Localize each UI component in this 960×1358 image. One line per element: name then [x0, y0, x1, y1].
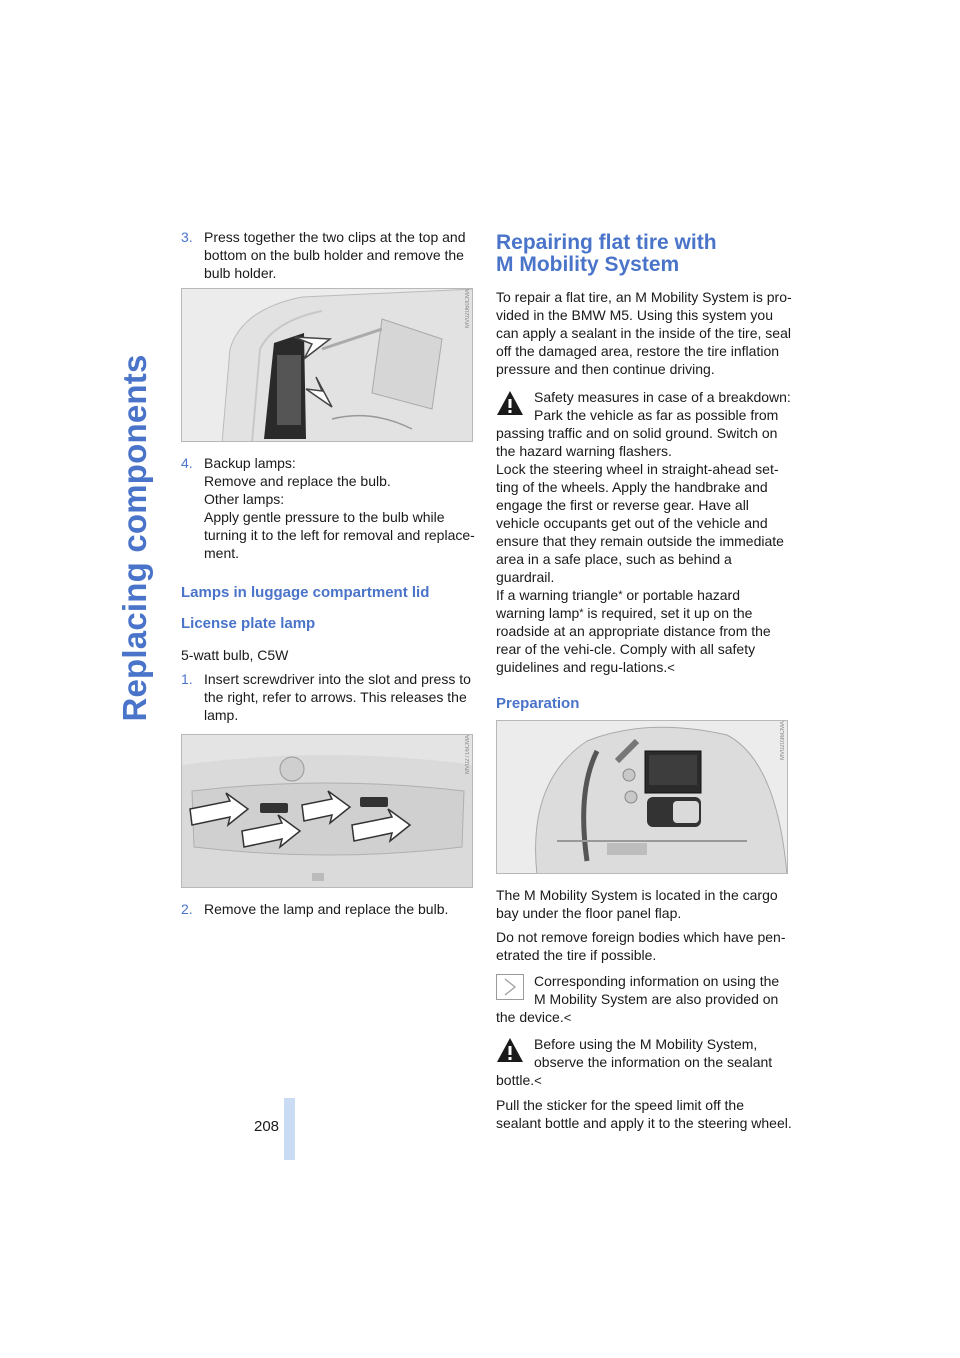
option-star: * [579, 607, 584, 619]
heading-license-plate-lamp: License plate lamp [181, 615, 316, 632]
safety-warning-note [496, 388, 792, 677]
info-text-part: the device. [496, 1009, 564, 1025]
backup-lamps-instruction: Remove and replace the bulb. [204, 473, 391, 489]
info-line: Corresponding information on using the [534, 973, 780, 989]
safety-text: passing traffic and on solid ground. Switch on the hazard warning flashers. [496, 425, 778, 459]
info-note [496, 972, 792, 1027]
step-text: Remove the lamp and replace the bulb. [204, 901, 449, 917]
license-plate-lamp-figure [181, 734, 473, 888]
mobility-system-figure [496, 720, 788, 874]
bulb-spec: 5-watt bulb, C5W [181, 647, 289, 663]
warning-line: observe the information on the sealant [534, 1054, 773, 1070]
sealant-warning-note [496, 1035, 792, 1090]
end-mark: < [667, 660, 675, 675]
bulb-holder-figure [181, 288, 473, 442]
safety-line: Safety measures in case of a breakdown: [534, 389, 791, 405]
sticker-paragraph: Pull the sticker for the speed limit off the sealant bottle and apply it to the steering wheel. [496, 1097, 792, 1131]
other-lamps-instruction: Apply gentle pressure to the bulb while turning it to the left for removal and replace-ment. [204, 509, 475, 561]
license-plate-illustration [182, 735, 473, 888]
page-marker-bar [284, 1098, 295, 1160]
section-title [108, 228, 154, 848]
heading-lamps-luggage: Lamps in luggage compartment lid [181, 584, 430, 601]
other-lamps-label: Other lamps: [204, 491, 285, 507]
figure-code: MV02716CMA [465, 735, 471, 775]
safety-text [496, 586, 792, 677]
bulb-holder-illustration [182, 289, 473, 442]
step-number: 4. [181, 455, 193, 471]
heading-preparation: Preparation [496, 695, 580, 712]
step-number: 2. [181, 901, 193, 917]
safety-line: Park the vehicle as far as possible from [534, 407, 779, 423]
figure-code: MV02060CMA [465, 289, 471, 329]
step-number: 1. [181, 671, 193, 687]
info-arrow-icon [496, 974, 524, 1000]
end-mark: < [534, 1073, 542, 1088]
section-title-text: Replacing components [116, 354, 153, 722]
warning-text [496, 1071, 792, 1090]
option-star: * [618, 589, 623, 601]
figure-code: MV02036CMA [780, 721, 786, 761]
warning-triangle-icon [496, 390, 524, 416]
safety-text-part: is required, set it up on the roadside at an appropriate distance from the rear of the vehi-cle. Comply with all safety guidelines and regu-lations. [496, 605, 771, 675]
location-paragraph: The M Mobility System is located in the cargo bay under the floor panel flap. [496, 887, 778, 921]
end-mark: < [563, 1010, 572, 1025]
mobility-system-illustration [497, 721, 788, 874]
safety-text: Lock the steering wheel in straight-ahead set-ting of the wheels. Apply the handbrake and engage the first or reverse gear. Have all vehicle occupants get out of the vehicle and ensure that they remain outside the immediate area in a safe place, such as behind a guardrail. [496, 461, 784, 585]
info-line: M Mobility System are also provided on [534, 991, 779, 1007]
warning-text-part: bottle. [496, 1072, 535, 1088]
step-number: 3. [181, 229, 193, 245]
warning-line: Before using the M Mobility System, [534, 1036, 758, 1052]
step-2 [181, 900, 481, 918]
left-column [181, 228, 481, 924]
backup-lamps-label: Backup lamps: [204, 455, 296, 471]
page-number: 208 [254, 1118, 280, 1135]
right-column [496, 228, 792, 1138]
warning-triangle-icon [496, 1037, 524, 1063]
step-1 [181, 670, 481, 724]
step-text: Press together the two clips at the top and bottom on the bulb holder and remove the bulb holder. [204, 229, 466, 281]
heading-repairing-flat-tire [496, 232, 792, 276]
step-text [204, 454, 481, 562]
heading-line: M Mobility System [496, 253, 680, 276]
step-4 [181, 454, 481, 562]
safety-text-part: or portable hazard warning lamp [496, 587, 740, 621]
safety-text-part: If a warning triangle [496, 587, 619, 603]
info-text [496, 1008, 792, 1027]
heading-line: Repairing flat tire with [496, 231, 717, 254]
step-text: Insert screwdriver into the slot and press to the right, refer to arrows. This releases the lamp. [204, 671, 471, 723]
intro-paragraph: To repair a flat tire, an M Mobility System is pro-vided in the BMW M5. Using this system you can apply a sealant in the inside of the tire, seal off the damaged area, restore the tire inflation pressure and then continue driving. [496, 289, 792, 377]
step-3 [181, 228, 481, 282]
foreign-bodies-paragraph: Do not remove foreign bodies which have pen-etrated the tire if possible. [496, 929, 786, 963]
